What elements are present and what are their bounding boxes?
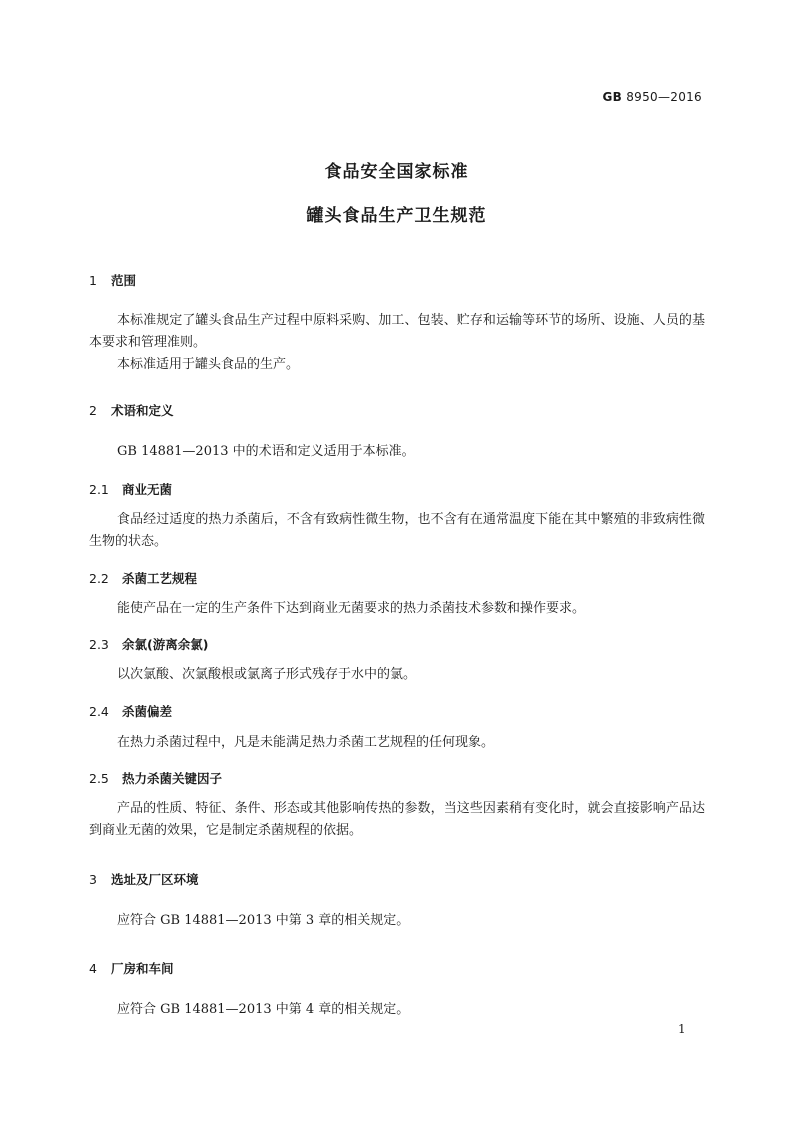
- section-1-paragraph-2: 本标准适用于罐头食品的生产。: [117, 357, 300, 372]
- section-number: 2: [89, 403, 97, 418]
- section-2-heading: [89, 401, 174, 419]
- section-2-4-text: 在热力杀菌过程中，凡是未能满足热力杀菌工艺规程的任何现象。: [117, 735, 495, 750]
- document-subtitle: 罐头食品生产卫生规范: [306, 206, 487, 226]
- section-2-2-heading: [89, 569, 197, 587]
- section-number: 2.1: [89, 482, 109, 497]
- section-4-text: 应符合 GB 14881—2013 中第 4 章的相关规定。: [117, 1002, 410, 1017]
- section-number: 2.3: [89, 637, 109, 652]
- document-title: 食品安全国家标准: [324, 162, 469, 182]
- section-number: 3: [89, 872, 97, 887]
- section-title: 选址及厂区环境: [111, 872, 199, 887]
- section-2-3-heading: [89, 635, 208, 653]
- section-3-heading: [89, 870, 199, 888]
- section-2-1-heading: [89, 480, 172, 498]
- section-title: 杀菌偏差: [122, 704, 173, 719]
- section-title: 厂房和车间: [111, 961, 174, 976]
- section-1-heading: [89, 271, 136, 289]
- section-title: 余氯(游离余氯): [122, 637, 209, 652]
- section-title: 术语和定义: [111, 403, 174, 418]
- section-number: 2.5: [89, 771, 109, 786]
- section-number: 4: [89, 961, 97, 976]
- section-title: 杀菌工艺规程: [122, 571, 198, 586]
- standard-prefix: GB: [602, 90, 623, 104]
- section-4-heading: [89, 959, 174, 977]
- standard-code: [602, 90, 702, 104]
- section-2-5-text: 产品的性质、特征、条件、形态或其他影响传热的参数，当这些因素稍有变化时，就会直接影响产品达到商业无菌的效果，它是制定杀菌规程的依据。: [89, 801, 705, 838]
- section-number: 2.4: [89, 704, 109, 719]
- section-3-text: 应符合 GB 14881—2013 中第 3 章的相关规定。: [117, 913, 410, 928]
- section-number: 2.2: [89, 571, 109, 586]
- page-number: 1: [678, 1022, 686, 1036]
- section-1-paragraph-1: 本标准规定了罐头食品生产过程中原料采购、加工、包装、贮存和运输等环节的场所、设施、人员的基本要求和管理准则。: [89, 313, 705, 350]
- section-2-paragraph: GB 14881—2013 中的术语和定义适用于本标准。: [117, 444, 415, 459]
- section-number: 1: [89, 273, 97, 288]
- standard-number: 8950—2016: [626, 90, 702, 104]
- section-2-2-text: 能使产品在一定的生产条件下达到商业无菌要求的热力杀菌技术参数和操作要求。: [117, 601, 586, 616]
- section-2-4-heading: [89, 702, 172, 720]
- section-2-3-text: 以次氯酸、次氯酸根或氯离子形式残存于水中的氯。: [117, 667, 417, 682]
- section-title: 范围: [111, 273, 137, 288]
- section-2-5-heading: [89, 769, 222, 787]
- section-title: 商业无菌: [122, 482, 173, 497]
- section-2-1-text: 食品经过适度的热力杀菌后，不含有致病性微生物，也不含有在通常温度下能在其中繁殖的非致病性微生物的状态。: [89, 512, 705, 549]
- section-title: 热力杀菌关键因子: [122, 771, 223, 786]
